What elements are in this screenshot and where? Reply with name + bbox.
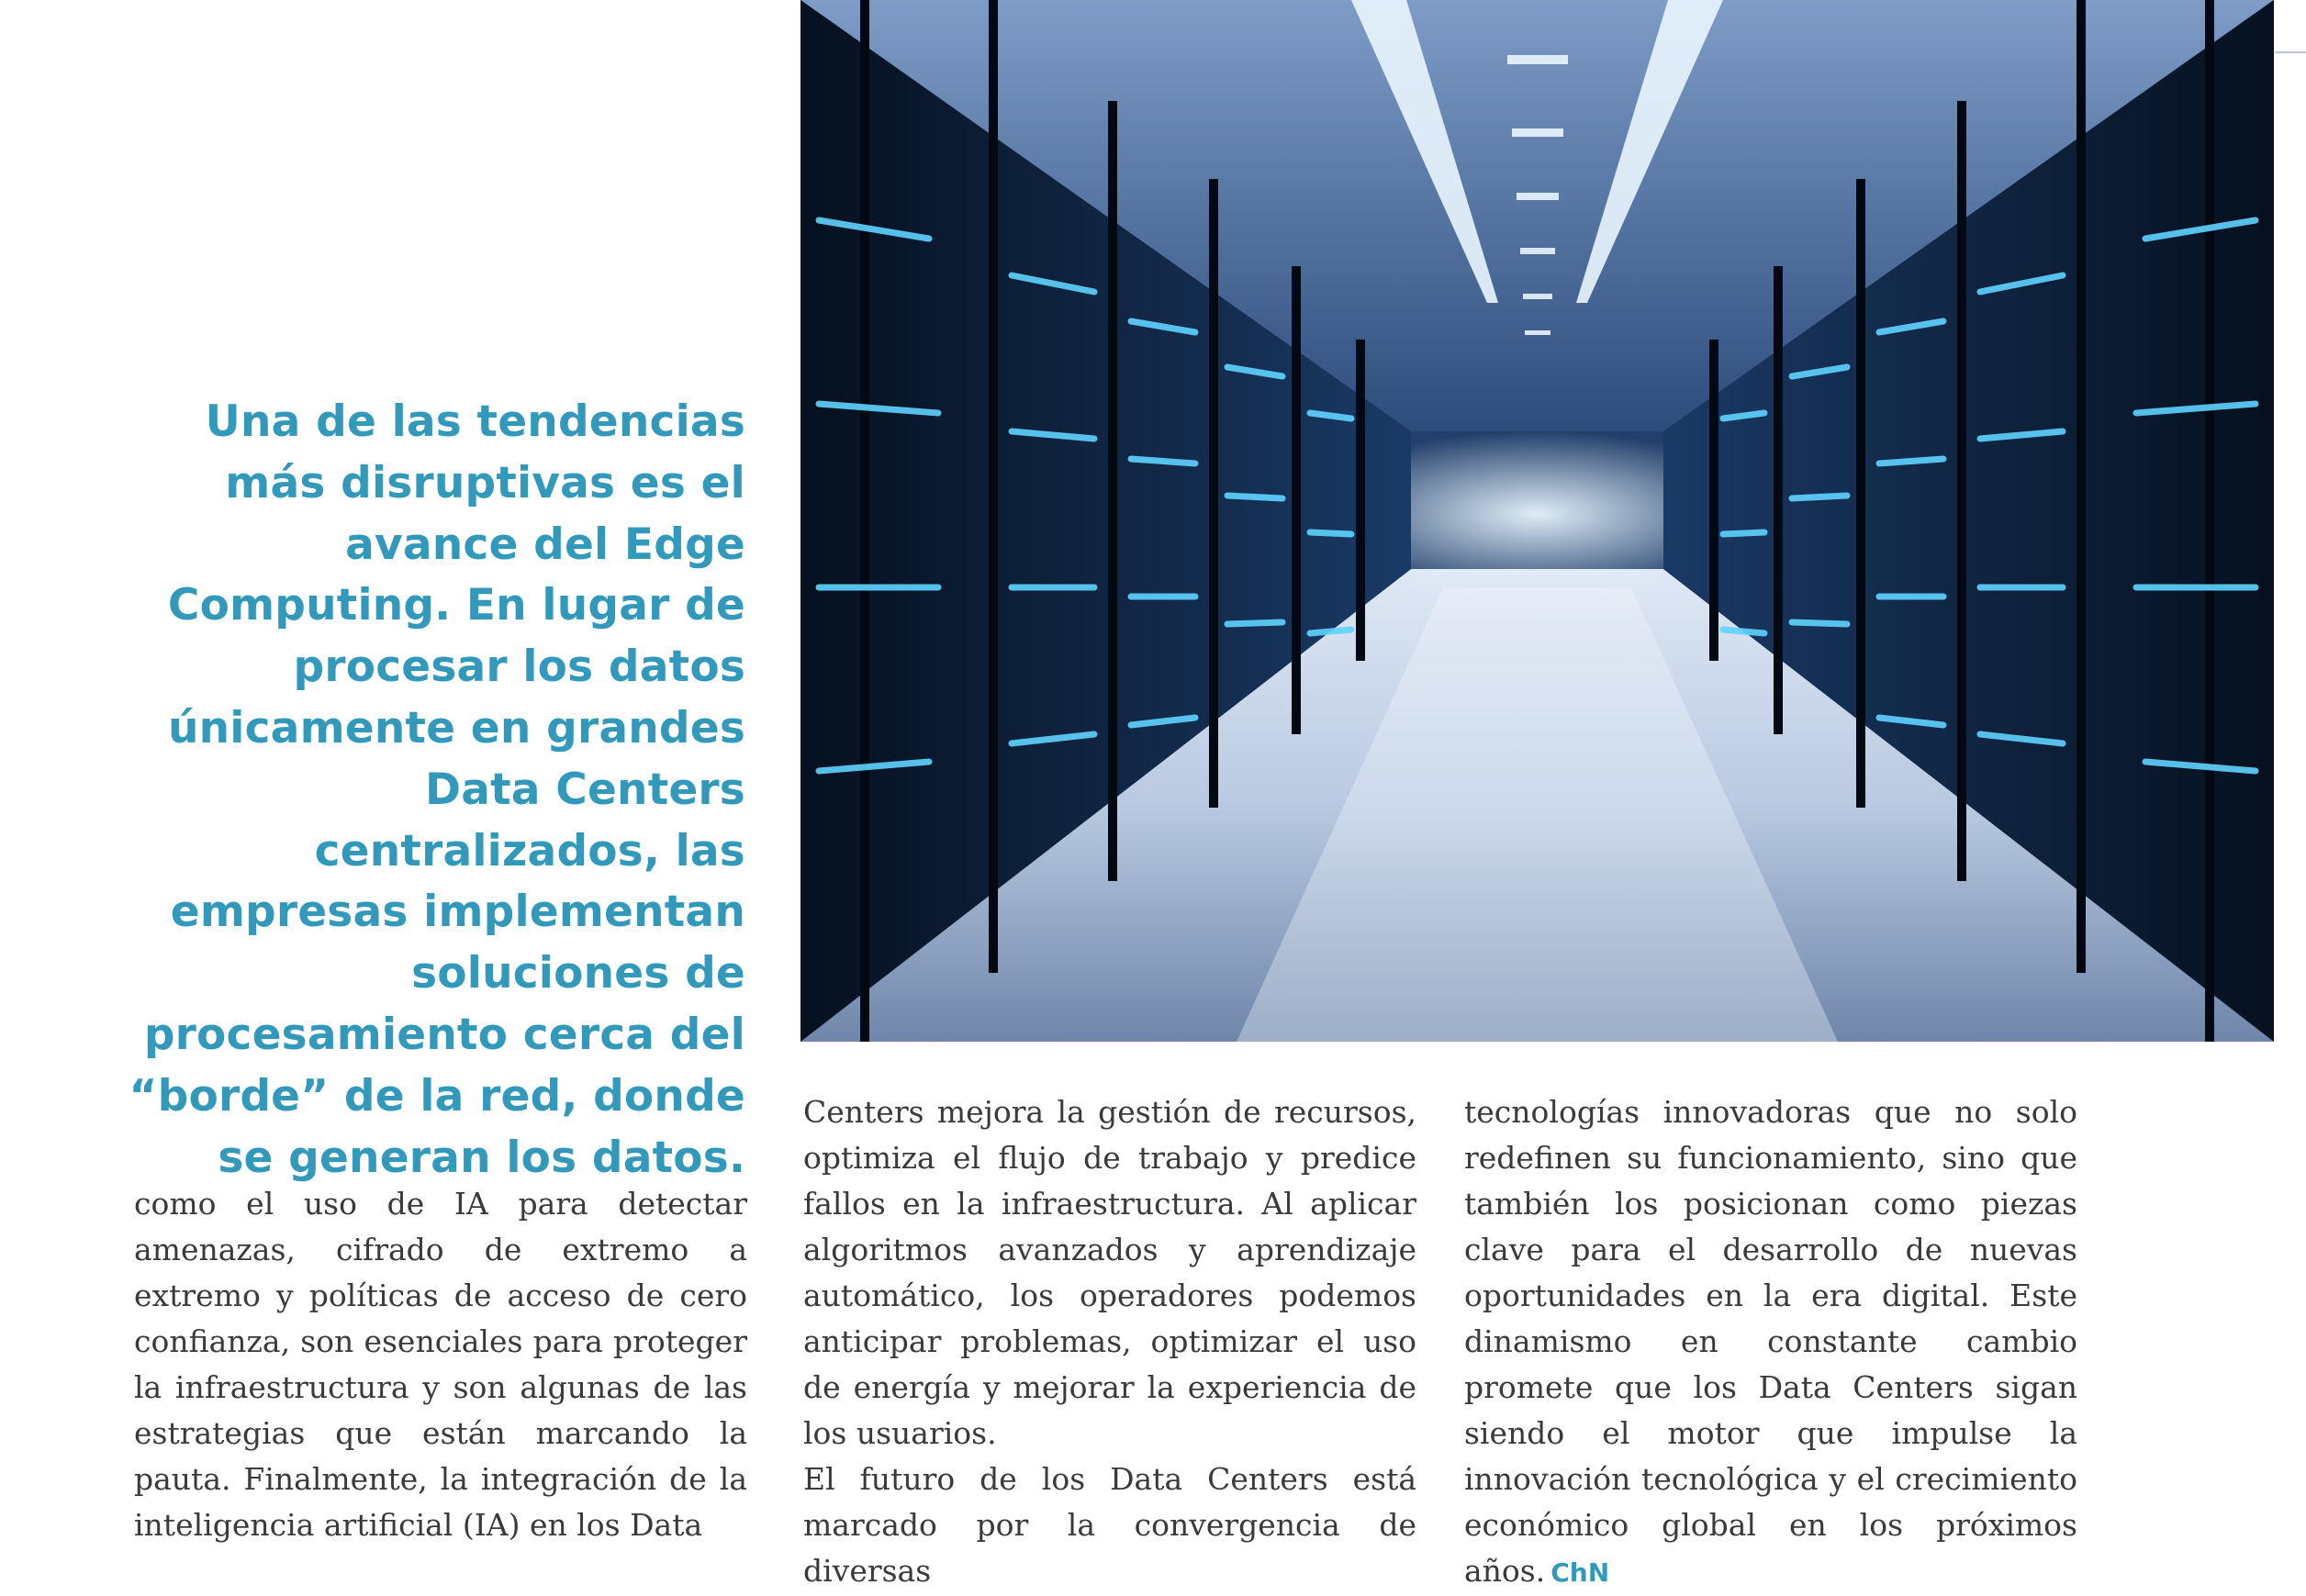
body-column-1 — [134, 1181, 747, 1548]
server-room-photo — [800, 0, 2274, 1042]
author-signature: ChN — [1550, 1557, 1610, 1588]
pull-quote: Una de las tendencias más disruptivas es el avance del Edge Computing. En lugar de procesar los datos únicamente en grandes Data Centers centralizados, las empresas implementan soluciones de procesamiento cerca del “borde” de la red, donde se generan los datos. — [129, 396, 745, 1183]
column-2-paragraph-1: Centers mejora la gestión de recursos, optimiza el flujo de trabajo y predice fallos en la infraestructura. Al aplicar algoritmos avanzados y aprendizaje automático, los operadores podemos anticipar problemas, optimizar el uso de energía y mejorar la experiencia de los usuarios. — [803, 1094, 1416, 1451]
server-room-illustration — [800, 0, 2274, 1042]
body-column-2 — [803, 1089, 1416, 1594]
page-edge-rule — [2275, 51, 2306, 53]
column-3-text: tecnologías innovadoras que no solo redefinen su funcionamiento, sino que también los posicionan como piezas clave para el desarrollo de nuevas oportunidades en la era digital. Este dinamismo en constante cambio promete que los Data Centers sigan siendo el motor que impulse la innovación tecnológica y el crecimiento económico global en los próximos años. — [1464, 1094, 2077, 1589]
column-1-text: como el uso de IA para detectar amenazas, cifrado de extremo a extremo y políticas de acceso de cero confianza, son esenciales para proteger la infraestructura y son algunas de las estrategias que están marcando la pauta. Finalmente, la integración de la inteligencia artificial (IA) en los Data — [134, 1186, 747, 1543]
body-column-3 — [1464, 1089, 2077, 1596]
column-2-paragraph-2: El futuro de los Data Centers está marcado por la convergencia de diversas — [803, 1461, 1416, 1589]
column-3-paragraph — [1464, 1089, 2077, 1596]
